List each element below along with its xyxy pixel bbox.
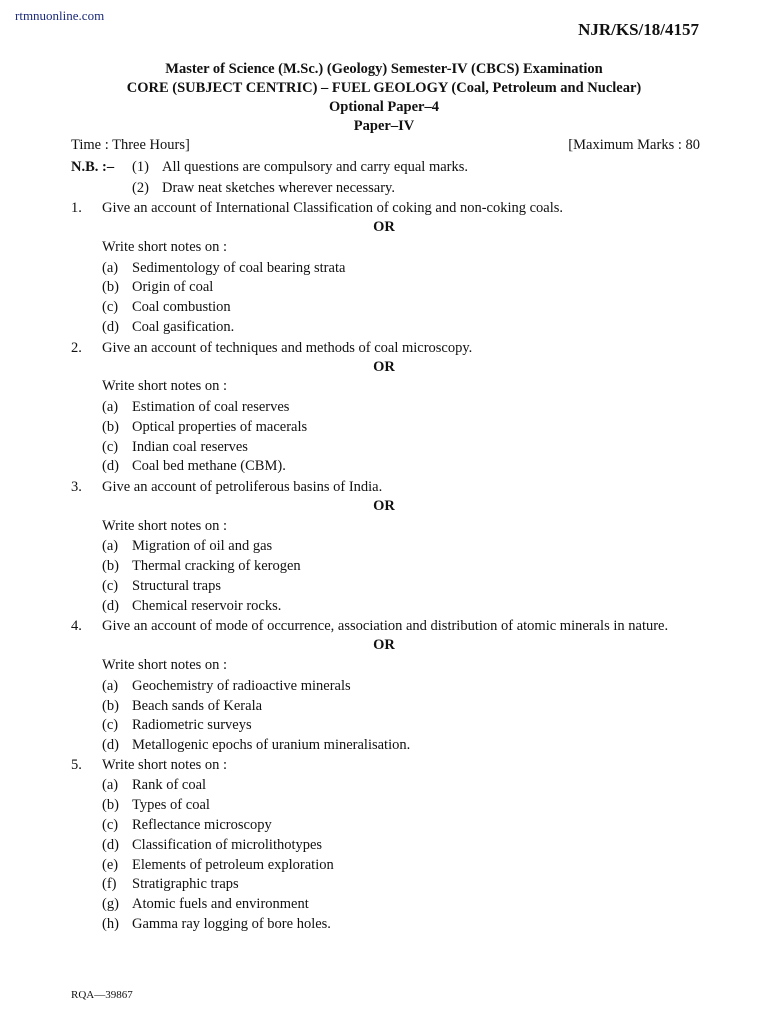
part-text: Metallogenic epochs of uranium mineralisation. xyxy=(132,737,411,753)
nb-note-num: (2) xyxy=(132,180,149,196)
part-text: Classification of microlithotypes xyxy=(132,837,323,853)
alternative-heading: Write short notes on : xyxy=(102,378,228,394)
part-text: Radiometric surveys xyxy=(132,717,252,733)
nb-note-text: All questions are compulsory and carry equal marks. xyxy=(162,159,469,175)
part-label: (c) xyxy=(102,439,119,455)
question-text: Give an account of petroliferous basins of India. xyxy=(102,479,383,495)
part-label: (g) xyxy=(102,896,119,912)
optional-paper: Optional Paper–4 xyxy=(329,99,439,115)
part-label: (a) xyxy=(102,538,119,554)
part-label: (c) xyxy=(102,717,119,733)
part-text: Structural traps xyxy=(132,578,221,594)
part-label: (b) xyxy=(102,419,119,435)
paper-code: NJR/KS/18/4157 xyxy=(578,20,699,39)
footer-code: RQA—39867 xyxy=(71,989,133,1001)
part-label: (h) xyxy=(102,916,119,932)
part-label: (d) xyxy=(102,598,119,614)
site-url[interactable]: rtmnuonline.com xyxy=(15,8,105,23)
part-label: (d) xyxy=(102,837,119,853)
part-text: Optical properties of macerals xyxy=(132,419,308,435)
part-text: Sedimentology of coal bearing strata xyxy=(132,260,346,276)
alternative-heading: Write short notes on : xyxy=(102,518,228,534)
or-separator: OR xyxy=(373,637,395,653)
nb-note-text: Draw neat sketches wherever necessary. xyxy=(162,180,395,196)
part-text: Estimation of coal reserves xyxy=(132,399,290,415)
part-label: (b) xyxy=(102,698,119,714)
part-label: (c) xyxy=(102,817,119,833)
part-text: Origin of coal xyxy=(132,279,214,295)
part-text: Thermal cracking of kerogen xyxy=(132,558,301,574)
question-number: 5. xyxy=(71,757,82,773)
part-text: Chemical reservoir rocks. xyxy=(132,598,282,614)
or-separator: OR xyxy=(373,359,395,375)
part-text: Migration of oil and gas xyxy=(132,538,273,554)
question-number: 2. xyxy=(71,340,82,356)
part-label: (d) xyxy=(102,319,119,335)
nb-note-num: (1) xyxy=(132,159,149,175)
question-number: 3. xyxy=(71,479,82,495)
part-label: (b) xyxy=(102,558,119,574)
max-marks: [Maximum Marks : 80 xyxy=(568,137,700,153)
subject-title: CORE (SUBJECT CENTRIC) – FUEL GEOLOGY (Coal, Petroleum and Nuclear) xyxy=(126,80,642,96)
part-label: (a) xyxy=(102,399,119,415)
part-text: Coal bed methane (CBM). xyxy=(132,458,286,474)
part-label: (f) xyxy=(102,876,117,892)
part-label: (b) xyxy=(102,279,119,295)
part-label: (a) xyxy=(102,260,119,276)
question-text: Give an account of techniques and methods of coal microscopy. xyxy=(102,340,473,356)
part-text: Geochemistry of radioactive minerals xyxy=(132,678,351,694)
part-text: Rank of coal xyxy=(132,777,207,793)
part-text: Atomic fuels and environment xyxy=(132,896,309,912)
paper-number: Paper–IV xyxy=(353,118,415,134)
part-label: (d) xyxy=(102,737,119,753)
part-text: Gamma ray logging of bore holes. xyxy=(132,916,331,932)
question-number: 1. xyxy=(71,200,82,216)
part-label: (b) xyxy=(102,797,119,813)
or-separator: OR xyxy=(373,498,395,514)
exam-time: Time : Three Hours] xyxy=(71,137,190,153)
part-text: Types of coal xyxy=(132,797,210,813)
or-separator: OR xyxy=(373,219,395,235)
part-text: Coal gasification. xyxy=(132,319,235,335)
alternative-heading: Write short notes on : xyxy=(102,239,228,255)
question-text: Give an account of mode of occurrence, association and distribution of atomic minerals in nature. xyxy=(102,618,669,634)
part-label: (a) xyxy=(102,777,119,793)
part-label: (c) xyxy=(102,299,119,315)
question-text: Write short notes on : xyxy=(102,757,228,773)
alternative-heading: Write short notes on : xyxy=(102,657,228,673)
part-text: Stratigraphic traps xyxy=(132,876,239,892)
part-label: (a) xyxy=(102,678,119,694)
exam-title: Master of Science (M.Sc.) (Geology) Semester-IV (CBCS) Examination xyxy=(165,61,603,77)
question-text: Give an account of International Classification of coking and non-coking coals. xyxy=(102,200,564,216)
part-text: Beach sands of Kerala xyxy=(132,698,263,714)
question-number: 4. xyxy=(71,618,82,634)
part-label: (d) xyxy=(102,458,119,474)
part-text: Elements of petroleum exploration xyxy=(132,857,334,873)
part-text: Indian coal reserves xyxy=(132,439,248,455)
nb-label: N.B. :– xyxy=(71,159,115,175)
part-text: Coal combustion xyxy=(132,299,231,315)
part-text: Reflectance microscopy xyxy=(132,817,272,833)
part-label: (e) xyxy=(102,857,119,873)
part-label: (c) xyxy=(102,578,119,594)
